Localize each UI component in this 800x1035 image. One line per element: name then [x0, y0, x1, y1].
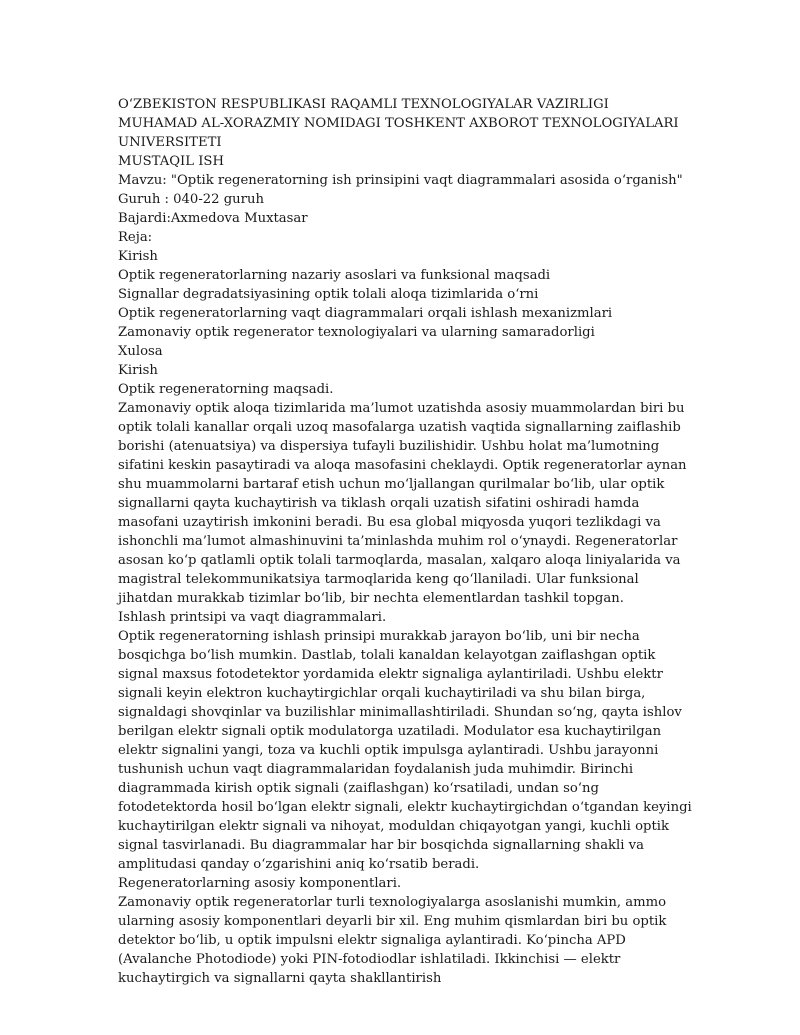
ministry-title: O‘ZBEKISTON RESPUBLIKASI RAQAMLI TEXNOLOGIYALAR VAZIRLIGI	[118, 97, 609, 112]
plan-item: Signallar degradatsiyasining optik tolali aloqa tizimlarida o‘rni	[118, 287, 539, 302]
components-paragraph: Zamonaviy optik regeneratorlar turli texnologiyalarga asoslanishi mumkin, ammo ularning asosiy komponentlari deyarli bir xil. Eng muhim qismlardan biri bu optik detektor bo‘lib, u optik impulsni elektr signaliga aylantiradi. Ko‘pincha APD (Avalanche Photodiode) yoki PIN-fotodiodlar ishlatiladi. Ikkinchisi — elektr kuchaytirgich va signallarni qayta shakllantirish	[118, 895, 667, 986]
author-line: Bajardi:Axmedova Muxtasar	[118, 211, 308, 226]
components-heading: Regeneratorlarning asosiy komponentlari.	[118, 876, 402, 891]
topic-line: Mavzu: "Optik regeneratorning ish prinsipini vaqt diagrammalari asosida o‘rganish"	[118, 173, 683, 188]
plan-item: Xulosa	[118, 344, 163, 359]
purpose-paragraph: Zamonaviy optik aloqa tizimlarida ma’lumot uzatishda asosiy muammolardan biri bu optik tolali kanallar orqali uzoq masofalarga uzatish vaqtida signallarning zaiflashib borishi (atenuatsiya) va dispersiya tufayli buzilishidir. Ushbu holat ma’lumotning sifatini keskin pasaytiradi va aloqa masofasini cheklaydi. Optik regeneratorlar aynan shu muammolarni bartaraf etish uchun mo‘ljallangan qurilmalar bo‘lib, ular optik signallarni qayta kuchaytirish va tiklash orqali uzatish sifatini oshiradi hamda masofani uzaytirish imkonini beradi. Bu esa global miqyosda yuqori tezlikdagi va ishonchli ma’lumot almashinuvini ta’minlashda muhim rol o‘ynaydi. Regeneratorlar asosan ko‘p qatlamli optik tolali tarmoqlarda, masalan, xalqaro aloqa liniyalarida va magistral telekommunikatsiya tarmoqlarida keng qo‘llaniladi. Ular funksional jihatdan murakkab tizimlar bo‘lib, bir nechta elementlardan tashkil topgan.	[118, 401, 687, 606]
principle-heading: Ishlash printsipi va vaqt diagrammalari.	[118, 610, 387, 625]
purpose-heading: Optik regeneratorning maqsadi.	[118, 382, 334, 397]
plan-item: Optik regeneratorlarning nazariy asoslari va funksional maqsadi	[118, 268, 551, 283]
work-type: MUSTAQIL ISH	[118, 154, 224, 169]
plan-item: Zamonaviy optik regenerator texnologiyalari va ularning samaradorligi	[118, 325, 595, 340]
principle-paragraph: Optik regeneratorning ishlash prinsipi murakkab jarayon bo‘lib, uni bir necha bosqichga bo‘lish mumkin. Dastlab, tolali kanaldan kelayotgan zaiflashgan optik signal maxsus fotodetektor yordamida elektr signaliga aylantiriladi. Ushbu elektr signali keyin elektron kuchaytirgichlar orqali kuchaytiriladi va shu bilan birga, signaldagi shovqinlar va buzilishlar minimallashtiriladi. Shundan so‘ng, qayta ishlov berilgan elektr signali optik modulatorga uzatiladi. Modulator esa kuchaytirilgan elektr signalini yangi, toza va kuchli optik impulsga aylantiradi. Ushbu jarayonni tushunish uchun vaqt diagrammalaridan foydalanish juda muhimdir. Birinchi diagrammada kirish optik signali (zaiflashgan) ko‘rsatiladi, undan so‘ng fotodetektorda hosil bo‘lgan elektr signali, elektr kuchaytirgichdan o‘tgandan keyingi kuchaytirilgan elektr signali va nihoyat, moduldan chiqayotgan yangi, kuchli optik signal tasvirlanadi. Bu diagrammalar har bir bosqichda signallarning shakli va amplitudasi qanday o‘zgarishini aniq ko‘rsatib beradi.	[118, 629, 692, 872]
document-body	[118, 95, 693, 988]
plan-title: Reja:	[118, 230, 153, 245]
plan-item: Kirish	[118, 249, 158, 264]
section-intro-heading: Kirish	[118, 363, 158, 378]
university-title: MUHAMAD AL-XORAZMIY NOMIDAGI TOSHKENT AXBOROT TEXNOLOGIYALARI UNIVERSITETI	[118, 116, 679, 150]
group-line: Guruh : 040-22 guruh	[118, 192, 264, 207]
plan-item: Optik regeneratorlarning vaqt diagrammalari orqali ishlash mexanizmlari	[118, 306, 613, 321]
